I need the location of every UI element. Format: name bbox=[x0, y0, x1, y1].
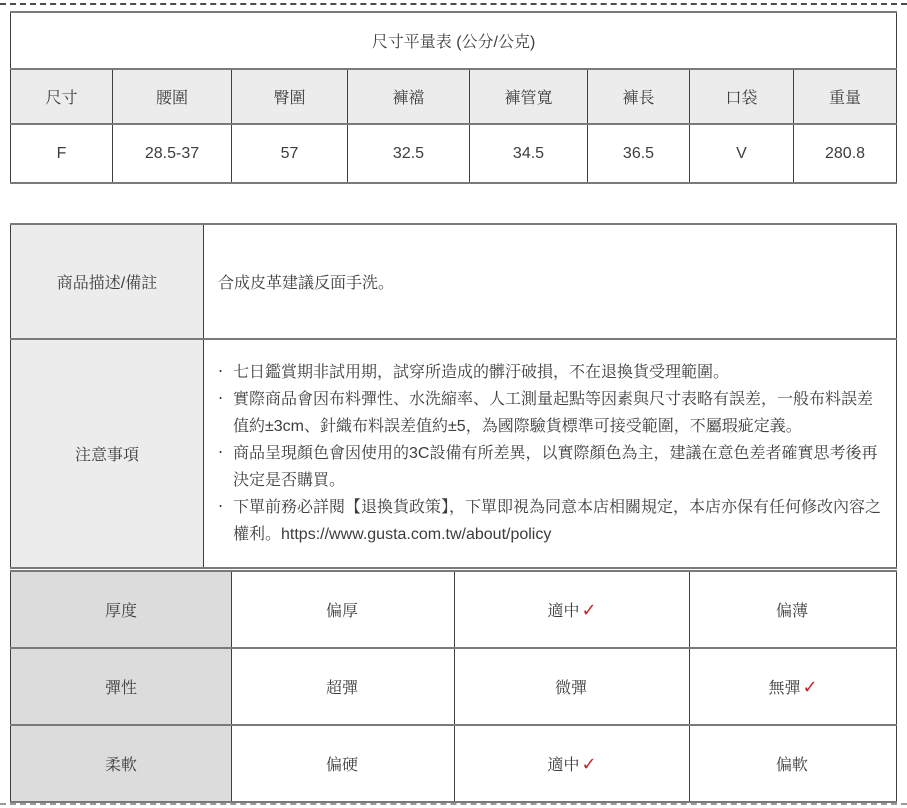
attribute-option bbox=[690, 725, 897, 802]
size-value-leg-width: 34.5 bbox=[470, 124, 588, 183]
notes-content bbox=[204, 339, 897, 568]
attribute-label: 厚度 bbox=[11, 571, 232, 648]
attribute-label: 柔軟 bbox=[11, 725, 232, 802]
check-mark: ✓ bbox=[802, 677, 818, 698]
description-label: 商品描述/備註 bbox=[11, 224, 204, 339]
option-text: 適中 bbox=[547, 757, 580, 774]
policy-url[interactable]: https://www.gusta.com.tw/about/policy bbox=[281, 526, 552, 543]
check-mark: ✓ bbox=[581, 600, 597, 621]
bullet-icon: ‧ bbox=[218, 499, 224, 516]
notes-list bbox=[218, 359, 882, 548]
option-text: 適中 bbox=[547, 603, 580, 620]
option-text: 偏厚 bbox=[325, 603, 358, 620]
size-value-length: 36.5 bbox=[588, 124, 690, 183]
description-content: 合成皮革建議反面手洗。 bbox=[204, 224, 897, 339]
note-text: 商品呈現顏色會因使用的3C設備有所差異，以實際顏色為主，建議在意色差者確實思考後再決定是否購買。 bbox=[233, 445, 878, 489]
size-table-title-row bbox=[11, 12, 897, 69]
size-header-weight: 重量 bbox=[794, 69, 897, 124]
top-dashed-divider bbox=[0, 3, 907, 5]
size-header-leg-width: 褲管寬 bbox=[470, 69, 588, 124]
attribute-option bbox=[232, 648, 455, 725]
size-header-waist: 腰圍 bbox=[113, 69, 232, 124]
description-row bbox=[11, 224, 897, 339]
bullet-icon: ‧ bbox=[218, 364, 224, 381]
attribute-label: 彈性 bbox=[11, 648, 232, 725]
bullet-icon: ‧ bbox=[218, 445, 224, 462]
size-value-hip: 57 bbox=[232, 124, 348, 183]
size-value-weight: 280.8 bbox=[794, 124, 897, 183]
note-text: 實際商品會因布料彈性、水洗縮率、人工測量起點等因素與尺寸表略有誤差，一般布料誤差值約±3cm、針織布料誤差值約±5，為國際驗貨標準可接受範圍，不屬瑕疵定義。 bbox=[233, 391, 874, 435]
size-value-size: F bbox=[11, 124, 113, 183]
attribute-option bbox=[455, 571, 690, 648]
attribute-option bbox=[232, 725, 455, 802]
size-table-data-row bbox=[11, 124, 897, 183]
option-text: 偏軟 bbox=[775, 757, 808, 774]
attribute-table bbox=[10, 570, 897, 803]
size-measurement-table bbox=[10, 11, 897, 184]
note-item bbox=[218, 386, 882, 440]
bullet-icon: ‧ bbox=[218, 391, 224, 408]
option-text: 微彈 bbox=[554, 680, 587, 697]
note-item bbox=[218, 440, 882, 494]
notes-row bbox=[11, 339, 897, 568]
note-text bbox=[233, 494, 882, 548]
size-value-crotch: 32.5 bbox=[348, 124, 470, 183]
attribute-row-thickness bbox=[11, 571, 897, 648]
size-header-size: 尺寸 bbox=[11, 69, 113, 124]
check-mark: ✓ bbox=[581, 754, 597, 775]
description-table bbox=[10, 223, 897, 569]
note-text: 七日鑑賞期非試用期，試穿所造成的髒汙破損，不在退換貨受理範圍。 bbox=[233, 364, 730, 381]
bottom-dashed-divider bbox=[0, 803, 907, 805]
option-text: 偏薄 bbox=[775, 603, 808, 620]
size-value-pocket: V bbox=[690, 124, 794, 183]
note-item bbox=[218, 359, 882, 386]
size-header-crotch: 褲襠 bbox=[348, 69, 470, 124]
note-item bbox=[218, 494, 882, 548]
size-header-hip: 臀圍 bbox=[232, 69, 348, 124]
size-value-waist: 28.5-37 bbox=[113, 124, 232, 183]
size-table-header-row bbox=[11, 69, 897, 124]
attribute-row-stretch bbox=[11, 648, 897, 725]
option-text: 偏硬 bbox=[325, 757, 358, 774]
size-table-title: 尺寸平量表 (公分/公克) bbox=[11, 12, 897, 69]
size-header-pocket: 口袋 bbox=[690, 69, 794, 124]
attribute-option bbox=[690, 648, 897, 725]
attribute-row-softness bbox=[11, 725, 897, 802]
attribute-option bbox=[232, 571, 455, 648]
option-text: 無彈 bbox=[768, 680, 801, 697]
attribute-option bbox=[455, 725, 690, 802]
attribute-option bbox=[455, 648, 690, 725]
notes-label: 注意事項 bbox=[11, 339, 204, 568]
note-text-prefix: 下單前務必詳閱【退換貨政策】，下單即視為同意本店相關規定，本店亦保有任何修改內容之權利。 bbox=[233, 499, 882, 543]
attribute-option bbox=[690, 571, 897, 648]
size-header-length: 褲長 bbox=[588, 69, 690, 124]
option-text: 超彈 bbox=[325, 680, 358, 697]
